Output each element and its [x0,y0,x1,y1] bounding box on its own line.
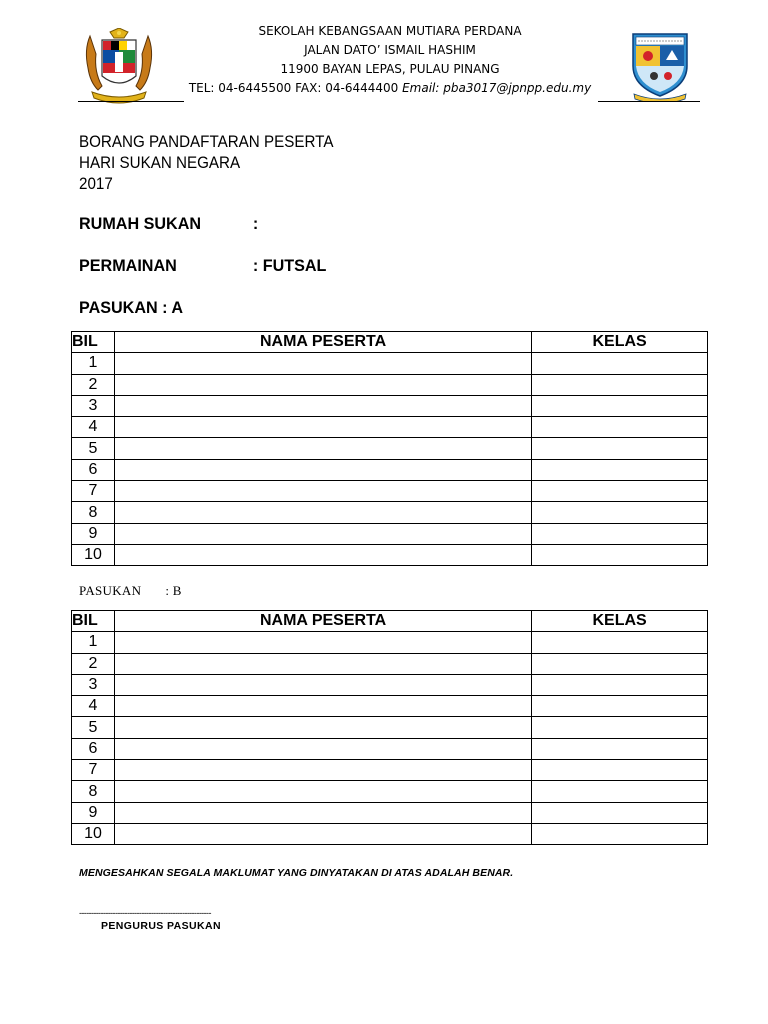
row-number: 4 [72,696,115,717]
kelas-cell[interactable] [532,696,708,717]
row-number: 6 [72,738,115,759]
row-number: 10 [72,823,115,844]
header-nama-peserta: NAMA PESERTA [114,611,531,632]
nama-cell[interactable] [114,760,531,781]
school-contact [170,79,610,98]
table-row [72,438,708,459]
confirmation-statement: MENGESAHKAN SEGALA MAKLUMAT YANG DINYATAKAN DI ATAS ADALAH BENAR. [79,867,514,879]
kelas-cell[interactable] [532,459,708,480]
nama-cell[interactable] [114,395,531,416]
school-postcode: 11900 BAYAN LEPAS, PULAU PINANG [280,62,500,76]
header-nama-peserta: NAMA PESERTA [114,332,531,353]
table-row [72,417,708,438]
kelas-cell[interactable] [532,653,708,674]
row-number: 9 [72,802,115,823]
kelas-cell[interactable] [532,523,708,544]
rumah-sukan-field [79,214,259,234]
table-row [72,653,708,674]
header-kelas: KELAS [532,332,708,353]
signatory-label: PENGURUS PASUKAN [101,920,221,932]
table-row [72,696,708,717]
signature-line: ------------------------------------------------------- [79,908,211,918]
kelas-cell[interactable] [532,781,708,802]
row-number: 1 [72,353,115,374]
table-row [72,802,708,823]
kelas-cell[interactable] [532,395,708,416]
row-number: 8 [72,502,115,523]
nama-cell[interactable] [114,417,531,438]
table-row [72,738,708,759]
phone-fax: TEL: 04-6445500 FAX: 04-6444400 [188,81,399,95]
row-number: 7 [72,481,115,502]
nama-cell[interactable] [114,481,531,502]
permainan-field [79,256,327,276]
rumah-sukan-label: RUMAH SUKAN [79,214,202,233]
nama-cell[interactable] [114,632,531,653]
kelas-cell[interactable] [532,674,708,695]
permainan-label: PERMAINAN [79,256,177,275]
nama-cell[interactable] [114,459,531,480]
kelas-cell[interactable] [532,823,708,844]
nama-cell[interactable] [114,438,531,459]
kelas-cell[interactable] [532,802,708,823]
row-number: 4 [72,417,115,438]
row-number: 5 [72,438,115,459]
school-email: Email: pba3017@jpnpp.edu.my [402,81,592,95]
row-number: 7 [72,760,115,781]
letterhead [0,0,768,110]
coat-of-arms-icon [78,28,160,106]
row-number: 3 [72,395,115,416]
kelas-cell[interactable] [532,717,708,738]
table-row [72,760,708,781]
school-crest-icon [630,30,690,102]
nama-cell[interactable] [114,823,531,844]
table-row [72,717,708,738]
header-bil: BIL [72,611,115,632]
table-row [72,353,708,374]
form-title-line3: 2017 [79,175,113,193]
row-number: 5 [72,717,115,738]
table-row [72,781,708,802]
kelas-cell[interactable] [532,738,708,759]
table-row [72,823,708,844]
nama-cell[interactable] [114,374,531,395]
kelas-cell[interactable] [532,544,708,565]
nama-cell[interactable] [114,674,531,695]
kelas-cell[interactable] [532,417,708,438]
header-bil: BIL [72,332,115,353]
right-rule [598,101,700,102]
form-title-line1: BORANG PANDAFTARAN PESERTA [79,133,334,151]
row-number: 9 [72,523,115,544]
row-number: 1 [72,632,115,653]
nama-cell[interactable] [114,653,531,674]
kelas-cell[interactable] [532,438,708,459]
kelas-cell[interactable] [532,353,708,374]
form-title [79,132,333,195]
school-info [170,22,610,98]
table-row [72,674,708,695]
table-header-row [72,611,708,632]
roster-table-b [71,610,708,845]
table-row [72,374,708,395]
nama-cell[interactable] [114,523,531,544]
nama-cell[interactable] [114,738,531,759]
pasukan-a-heading: PASUKAN : A [79,298,184,317]
nama-cell[interactable] [114,353,531,374]
nama-cell[interactable] [114,781,531,802]
table-row [72,395,708,416]
header-kelas: KELAS [532,611,708,632]
nama-cell[interactable] [114,717,531,738]
kelas-cell[interactable] [532,760,708,781]
kelas-cell[interactable] [532,632,708,653]
kelas-cell[interactable] [532,502,708,523]
permainan-value: : FUTSAL [252,256,327,275]
pasukan-b-value: : B [165,583,182,598]
table-row [72,544,708,565]
row-number: 2 [72,653,115,674]
row-number: 2 [72,374,115,395]
rumah-sukan-value: : [252,214,259,233]
row-number: 8 [72,781,115,802]
school-street: JALAN DATO’ ISMAIL HASHIM [304,43,476,57]
row-number: 6 [72,459,115,480]
row-number: 3 [72,674,115,695]
nama-cell[interactable] [114,802,531,823]
nama-cell[interactable] [114,502,531,523]
nama-cell[interactable] [114,696,531,717]
kelas-cell[interactable] [532,481,708,502]
table-row [72,502,708,523]
pasukan-b-label: PASUKAN [79,583,142,598]
table-row [72,632,708,653]
table-header-row [72,332,708,353]
table-row [72,459,708,480]
table-row [72,481,708,502]
kelas-cell[interactable] [532,374,708,395]
table-row [72,523,708,544]
form-title-line2: HARI SUKAN NEGARA [79,154,241,172]
left-rule [78,101,184,102]
roster-table-a [71,331,708,566]
pasukan-b-heading [79,583,182,599]
school-name: SEKOLAH KEBANGSAAN MUTIARA PERDANA [258,24,522,38]
nama-cell[interactable] [114,544,531,565]
row-number: 10 [72,544,115,565]
